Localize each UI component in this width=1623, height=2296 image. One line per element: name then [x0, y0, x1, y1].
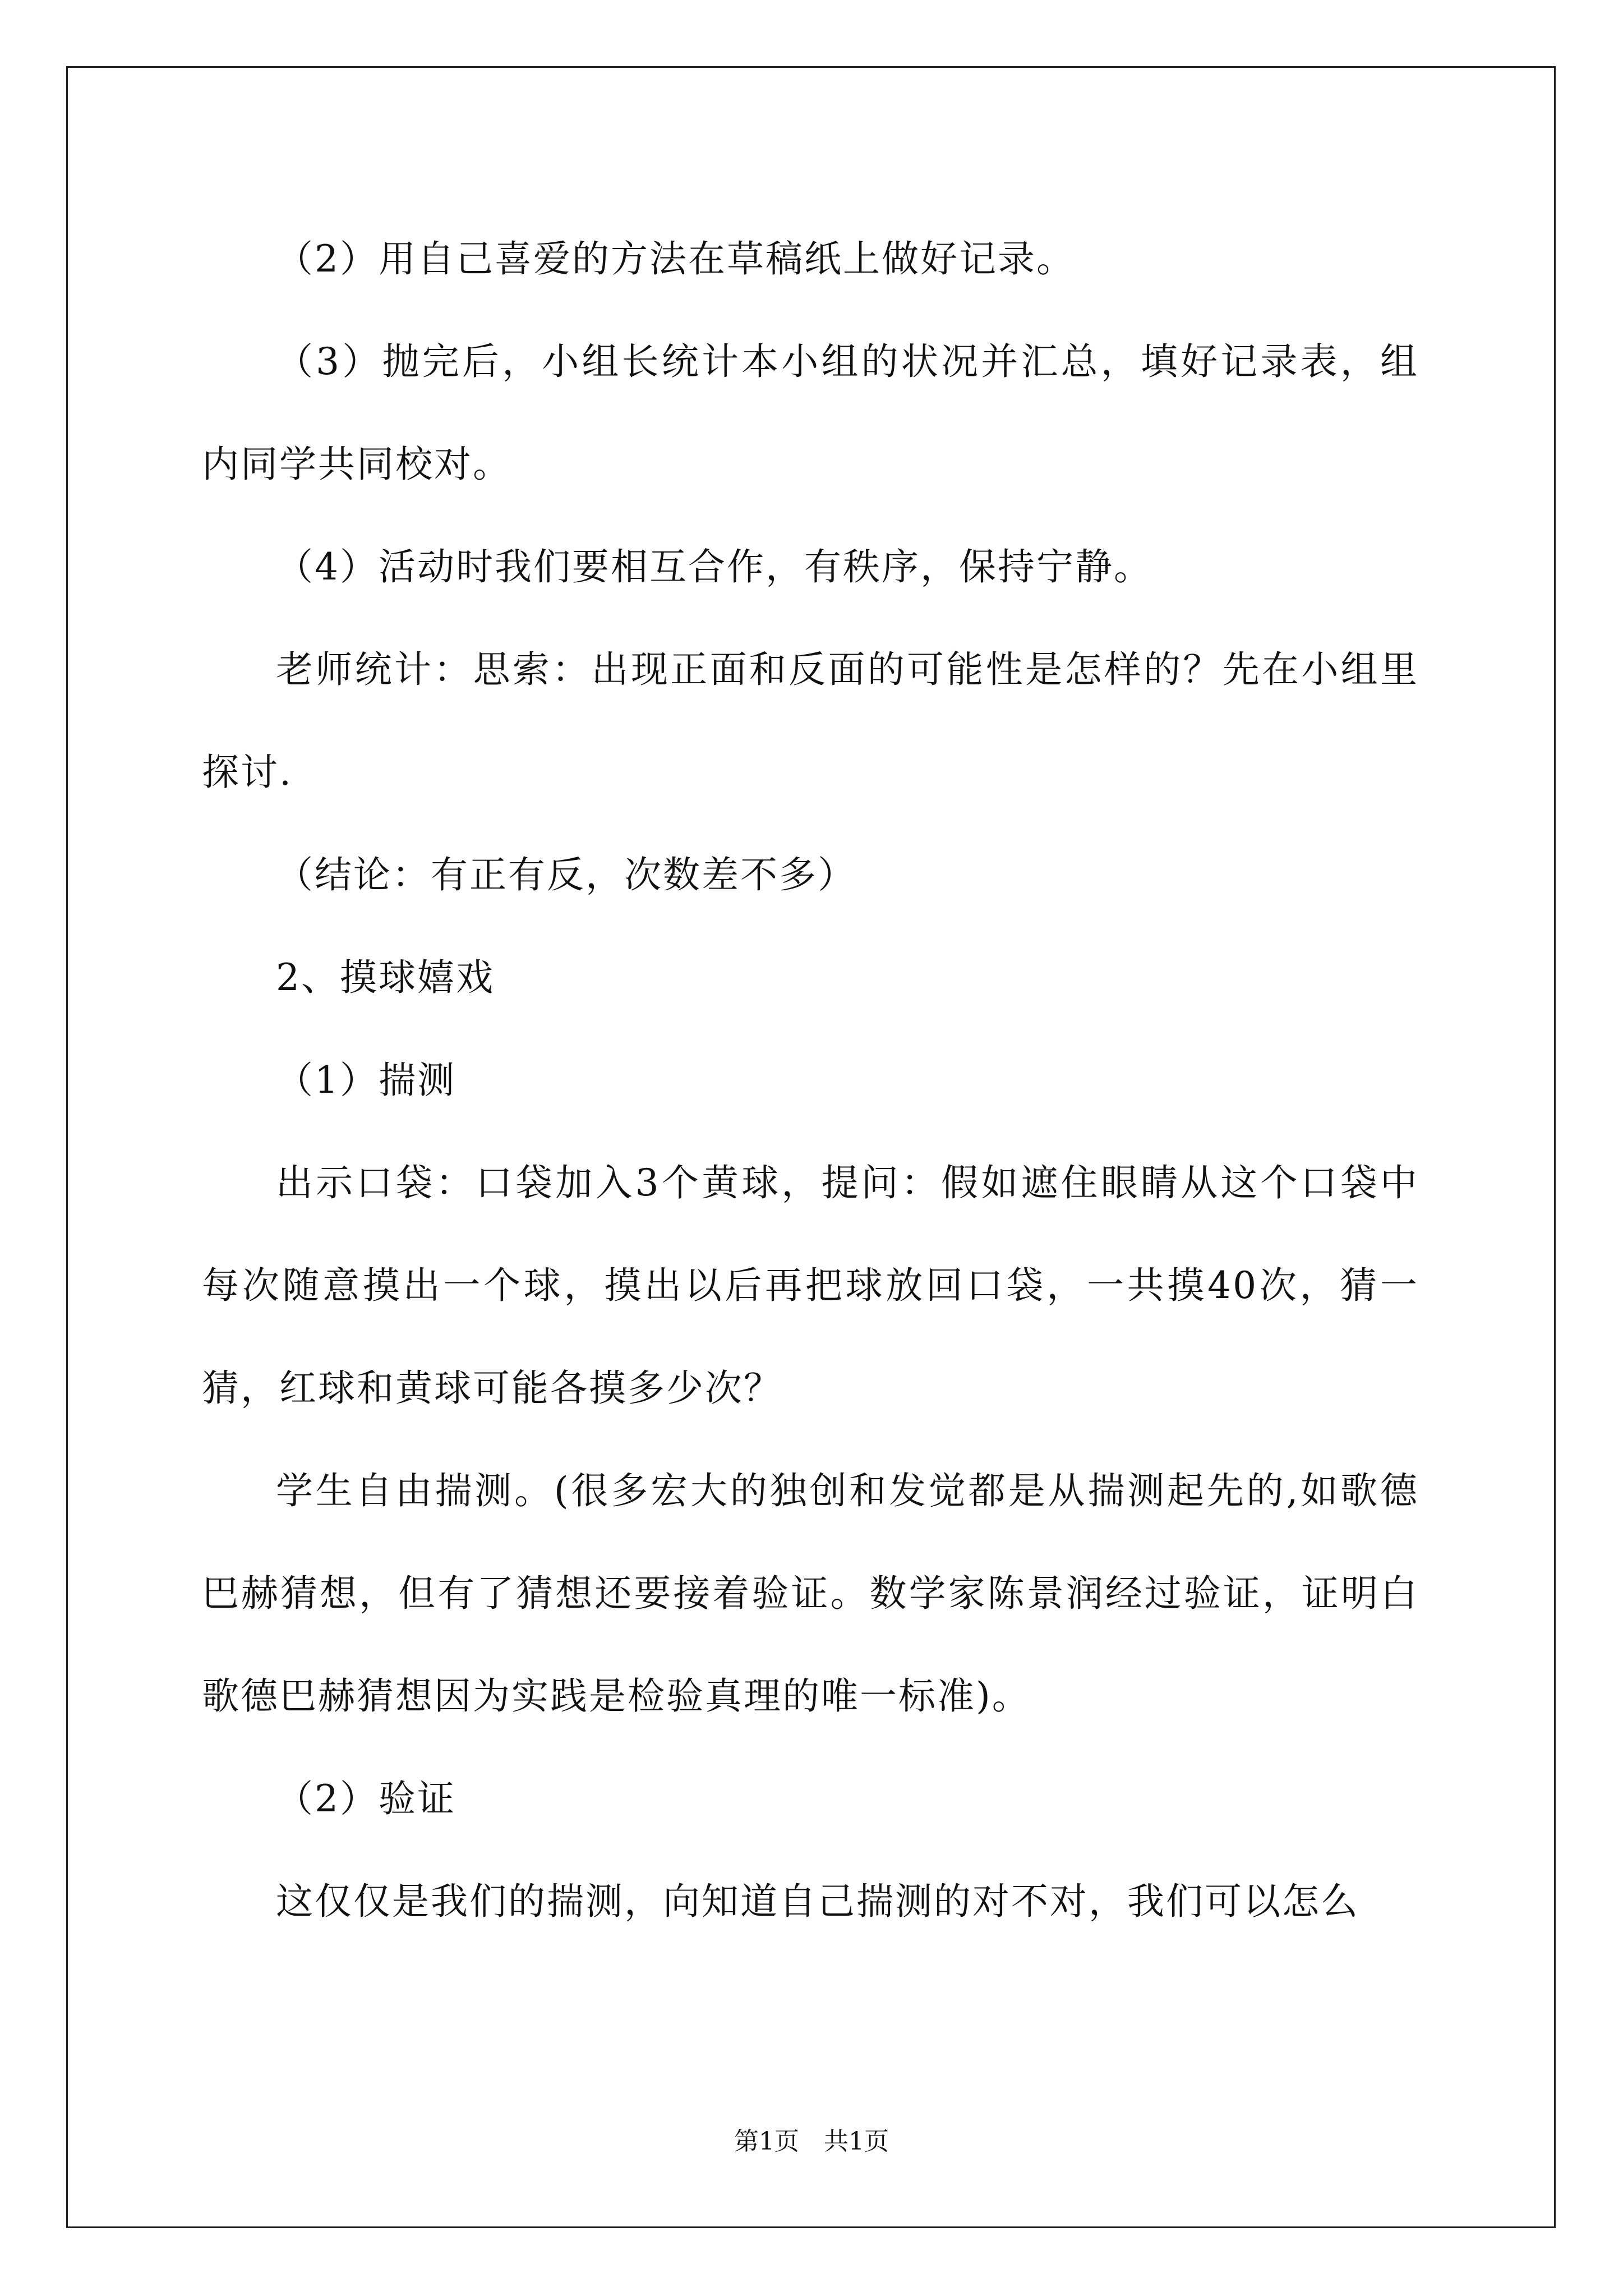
paragraph-step-2: （2）用自己喜爱的方法在草稿纸上做好记录。 [276, 237, 1075, 280]
paragraph-teacher-stats: 老师统计：思索：出现正面和反面的可能性是怎样的？先在小组里探讨. [202, 648, 1419, 794]
paragraph-show-bag: 出示口袋：口袋加入3个黄球，提问：假如遮住眼睛从这个口袋中每次随意摸出一个球，摸出以后再把球放回口袋，一共摸40次，猜一猜，红球和黄球可能各摸多少次？ [202, 1161, 1419, 1410]
paragraph-step-4: （4）活动时我们要相互合作，有秩序，保持宁静。 [276, 545, 1152, 588]
page-footer: 第1页 共1页 [734, 2127, 889, 2156]
section-heading-ball-game: 2、摸球嬉戏 [276, 956, 495, 999]
paragraph-verify-intro: 这仅仅是我们的揣测，向知道自己揣测的对不对，我们可以怎么 [276, 1880, 1359, 1923]
subheading-guess: （1）揣测 [276, 1059, 456, 1102]
paragraph-conclusion: （结论：有正有反，次数差不多） [276, 853, 856, 896]
paragraph-student-guess: 学生自由揣测。(很多宏大的独创和发觉都是从揣测起先的,如歌德巴赫猜想，但有了猜想还要接着验证。数学家陈景润经过验证，证明白歌德巴赫猜想因为实践是检验真理的唯一标准)。 [202, 1469, 1419, 1718]
subheading-verify: （2）验证 [276, 1777, 456, 1820]
document-body [202, 208, 1419, 1953]
paragraph-step-3: （3）抛完后，小组长统计本小组的状况并汇总，填好记录表，组内同学共同校对。 [202, 340, 1419, 486]
